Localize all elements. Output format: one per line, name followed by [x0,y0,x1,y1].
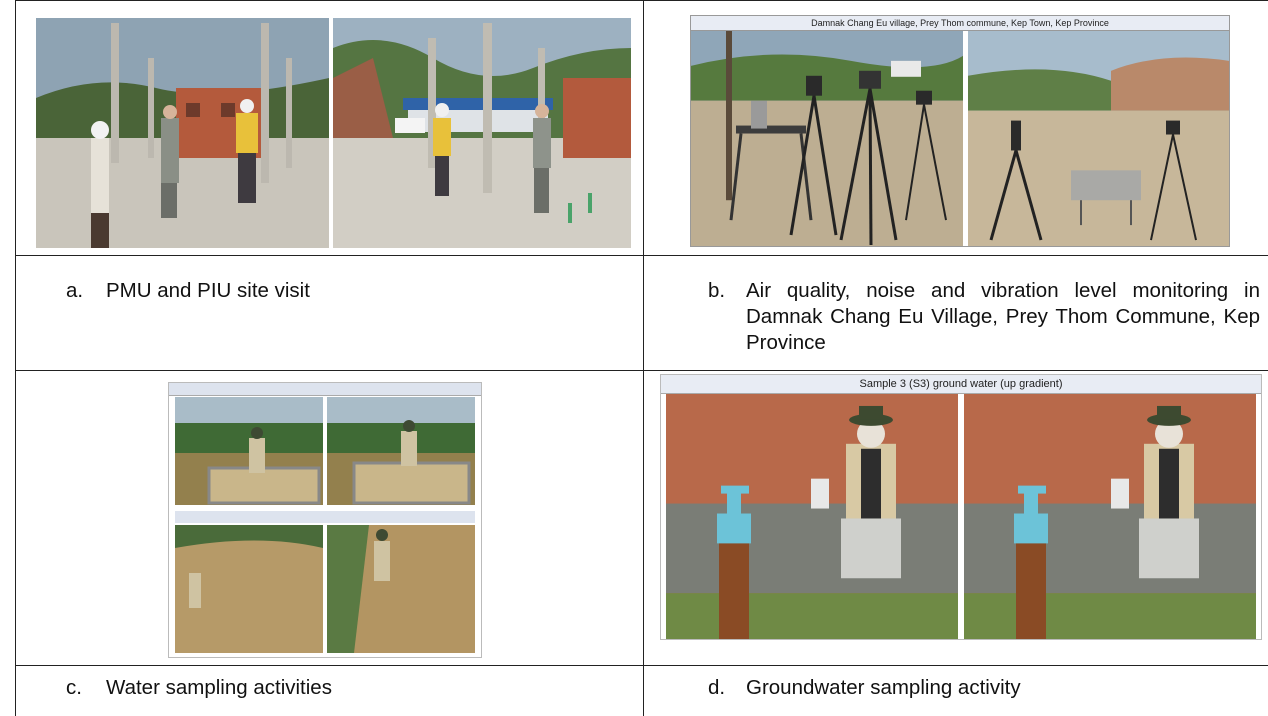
photo-site-visit-left [36,18,329,248]
row-divider-3 [15,665,1268,666]
table-left-border [15,0,16,716]
photo-site-visit-right [333,18,631,248]
caption-a-text: PMU and PIU site visit [106,279,310,302]
photo-air-monitoring [690,15,1230,247]
photo-water-sampling [168,382,482,658]
row-divider-1 [15,255,1268,256]
caption-a-letter: a. [66,279,84,302]
caption-d [708,675,1260,705]
caption-a [66,278,626,308]
photo-groundwater-sampling [660,374,1262,640]
caption-c-letter: c. [66,676,82,699]
caption-b [708,278,1260,358]
photo-air-monitoring-label: Damnak Chang Eu village, Prey Thom commune, Kep Town, Kep Province [691,16,1229,31]
caption-b-letter: b. [708,279,726,302]
caption-c [66,675,626,705]
row-divider-2 [15,370,1268,371]
caption-d-text: Groundwater sampling activity [746,676,1021,699]
photo-groundwater-sampling-label: Sample 3 (S3) ground water (up gradient) [661,375,1261,394]
table-middle-divider [643,0,644,716]
table-top-border [15,0,1268,1]
caption-d-letter: d. [708,676,726,699]
caption-b-text: Air quality, noise and vibration level monitoring in Damnak Chang Eu Village, Prey Thom Commune, Kep Province [746,279,1260,354]
caption-c-text: Water sampling activities [106,676,332,699]
